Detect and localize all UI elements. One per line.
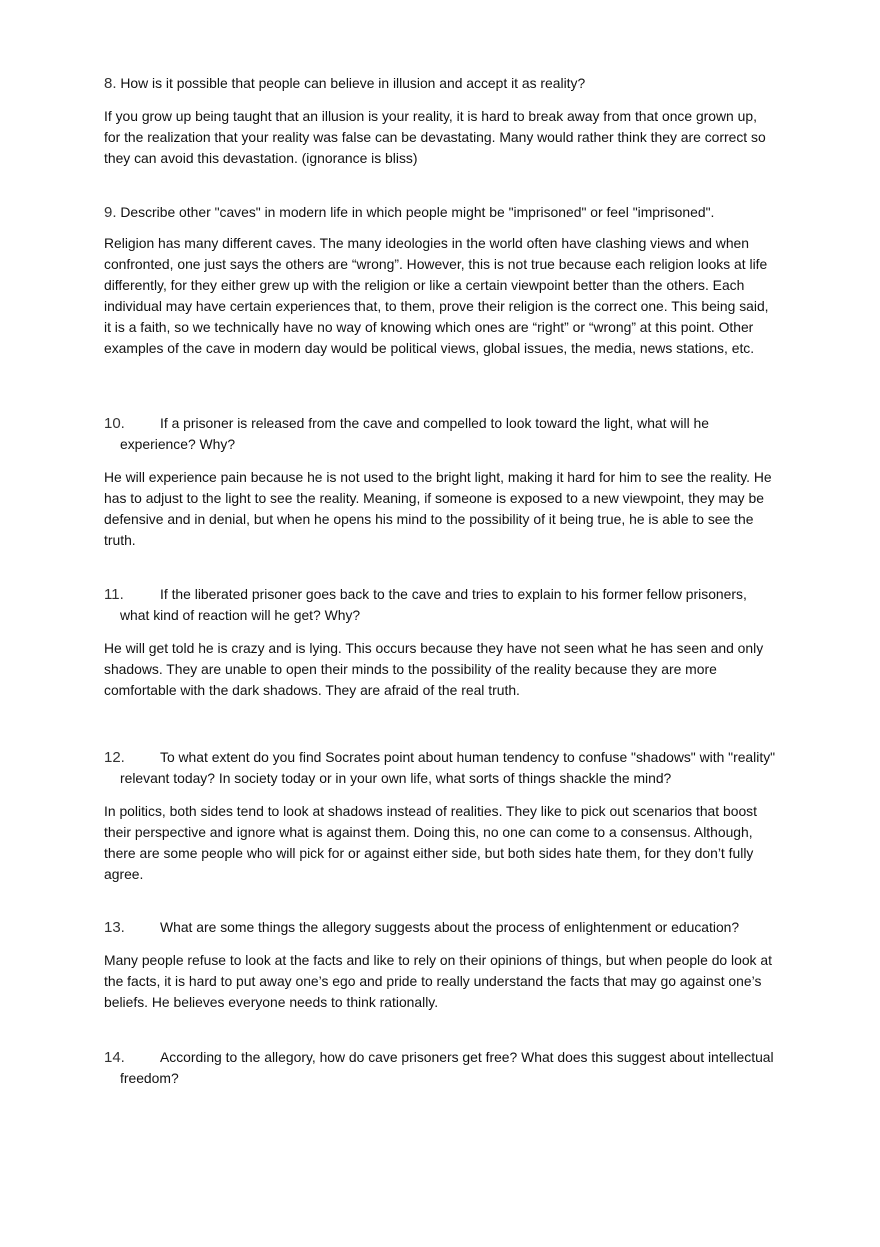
answer-9: Religion has many different caves. The many ideologies in the world often have clashing views and when confronted, one just says the others are “wrong”. However, this is not true because each religion looks at life differently, for they either grew up with the religion or like a certain viewpoint better than the others. Each individual may have certain experiences that, to them, prove their religion is the correct one. This being said, it is a faith, so we technically have no way of knowing which ones are “right” or “wrong” at this point. Other examples of the cave in modern day would be political views, global issues, the media, news stations, etc. bbox=[104, 235, 769, 356]
answer-8: If you grow up being taught that an illusion is your reality, it is hard to break away from that once grown up, for the realization that your reality was false can be devastating. Many would rather think they are correct so they can avoid this devastation. (ignorance is bliss) bbox=[104, 108, 766, 166]
question-text: If the liberated prisoner goes back to the cave and tries to explain to his former fellow prisoners, what kind of reaction will he get? Why? bbox=[120, 586, 747, 623]
answer-block-9 bbox=[104, 233, 776, 359]
question-number: 12. bbox=[104, 749, 125, 766]
question-block-14 bbox=[104, 1047, 776, 1089]
question-text: If a prisoner is released from the cave and compelled to look toward the light, what will he experience? Why? bbox=[120, 415, 709, 452]
question-12 bbox=[104, 747, 776, 789]
answer-11: He will get told he is crazy and is lying. This occurs because they have not seen what he has seen and only shadows. They are unable to open their minds to the possibility of the reality because they are more comfortable with the dark shadows. They are afraid of the real truth. bbox=[104, 640, 764, 698]
question-text: To what extent do you find Socrates point about human tendency to confuse "shadows" with "reality" relevant today? In society today or in your own life, what sorts of things shackle the mind? bbox=[120, 749, 776, 786]
question-10 bbox=[104, 413, 776, 455]
question-text: Describe other "caves" in modern life in which people might be "imprisoned" or feel "imprisoned". bbox=[120, 204, 715, 220]
answer-block-12 bbox=[104, 801, 776, 885]
question-number: 14. bbox=[104, 1049, 125, 1066]
answer-12: In politics, both sides tend to look at shadows instead of realities. They like to pick out scenarios that boost their perspective and ignore what is against them. Doing this, no one can come to a consensus. Although, there are some people who will pick for or against either side, but both sides hate them, for they don’t fully agree. bbox=[104, 803, 757, 882]
question-block-8 bbox=[104, 73, 776, 94]
question-number: 13. bbox=[104, 919, 125, 936]
question-block-9 bbox=[104, 202, 776, 223]
answer-block-11 bbox=[104, 638, 776, 701]
question-9 bbox=[104, 202, 776, 223]
answer-13: Many people refuse to look at the facts and like to rely on their opinions of things, but when people do look at the facts, it is hard to put away one’s ego and pride to really understand the facts that may go against one’s beliefs. He believes everyone needs to think rationally. bbox=[104, 952, 772, 1010]
question-block-12 bbox=[104, 747, 776, 789]
question-number: 11. bbox=[104, 586, 124, 603]
question-text: What are some things the allegory suggests about the process of enlightenment or education? bbox=[160, 919, 740, 935]
question-text: How is it possible that people can believe in illusion and accept it as reality? bbox=[120, 75, 586, 91]
question-block-11 bbox=[104, 584, 776, 626]
answer-block-10 bbox=[104, 467, 776, 551]
question-11 bbox=[104, 584, 776, 626]
question-number: 10. bbox=[104, 415, 125, 432]
question-block-13 bbox=[104, 917, 776, 938]
question-number: 9. bbox=[104, 204, 117, 221]
answer-block-13 bbox=[104, 950, 776, 1013]
question-text: According to the allegory, how do cave prisoners get free? What does this suggest about intellectual freedom? bbox=[120, 1049, 774, 1086]
question-number: 8. bbox=[104, 75, 117, 92]
question-8 bbox=[104, 73, 776, 94]
answer-10: He will experience pain because he is not used to the bright light, making it hard for him to see the reality. He has to adjust to the light to see the reality. Meaning, if someone is exposed to a new viewpoint, they may be defensive and in denial, but when he opens his mind to the possibility of it being true, he is able to see the truth. bbox=[104, 469, 772, 548]
question-13 bbox=[104, 917, 776, 938]
question-14 bbox=[104, 1047, 776, 1089]
question-block-10 bbox=[104, 413, 776, 455]
answer-block-8 bbox=[104, 106, 776, 169]
